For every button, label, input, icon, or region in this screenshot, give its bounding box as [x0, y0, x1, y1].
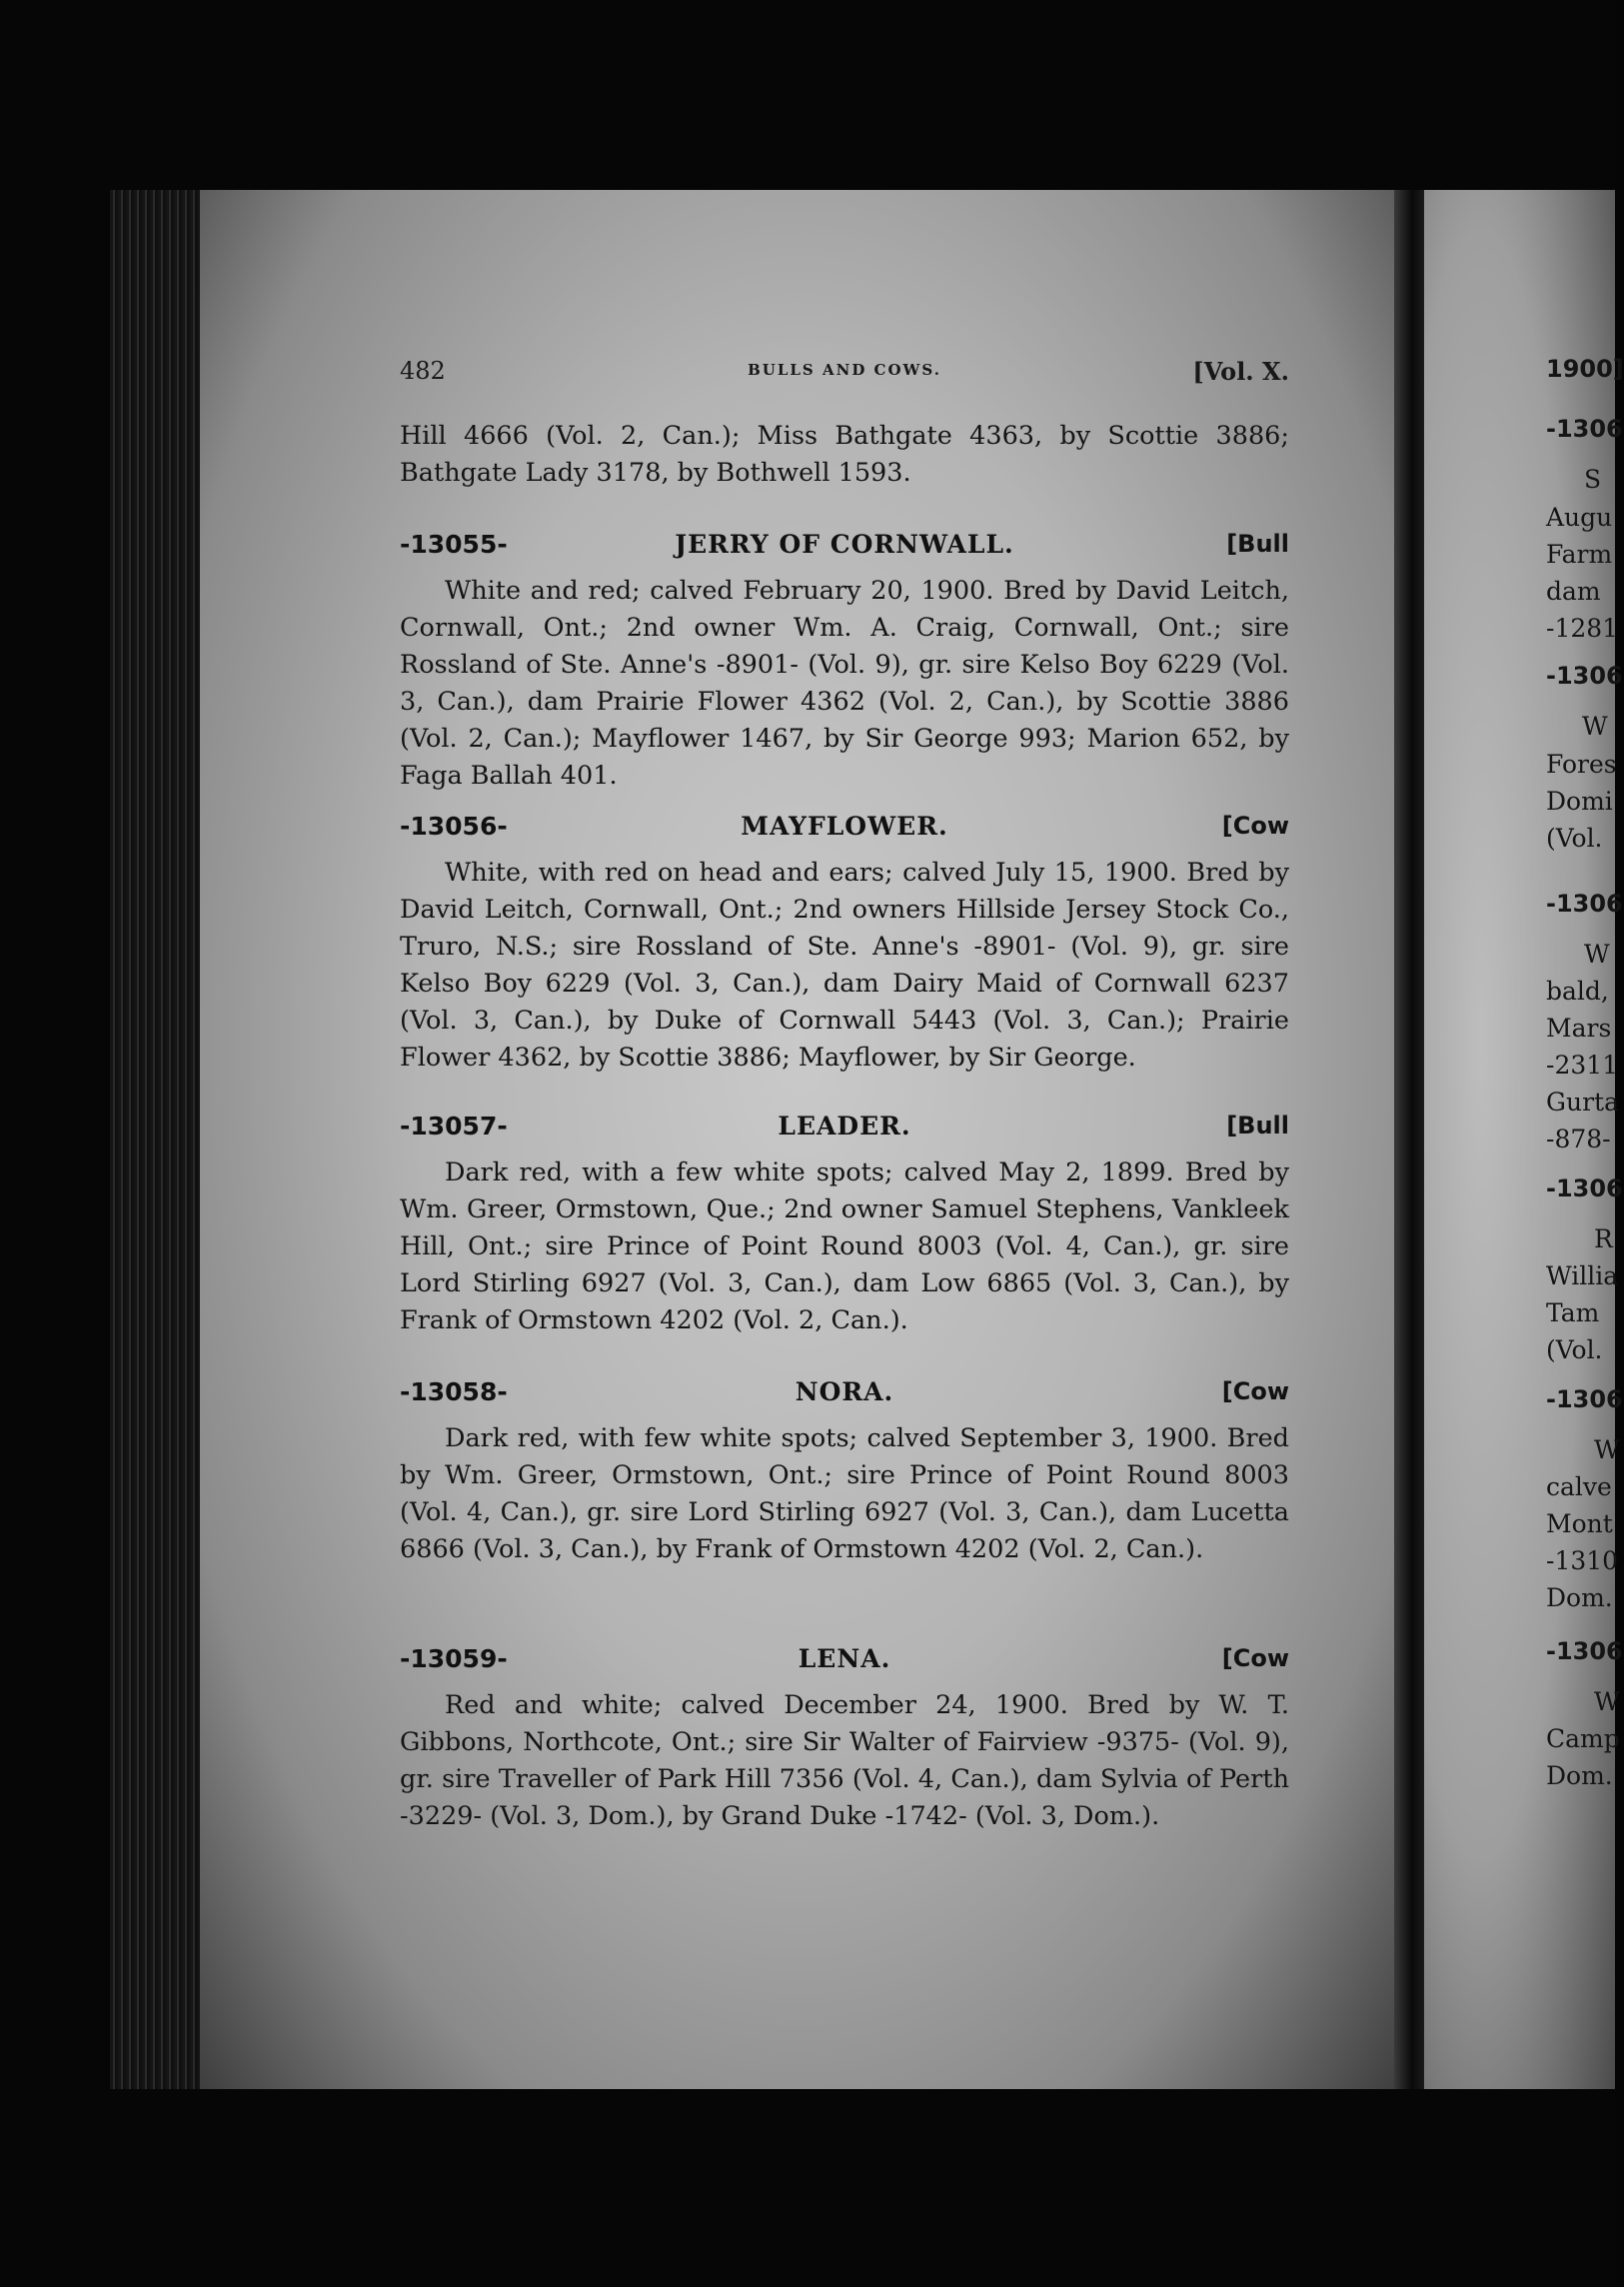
adjacent-line: (Vol. — [1546, 1335, 1603, 1364]
adjacent-line: 1900] — [1546, 355, 1624, 383]
entry-number: -13056- — [400, 812, 508, 841]
adjacent-line: -2311 — [1546, 1051, 1619, 1080]
continuation-paragraph: Hill 4666 (Vol. 2, Can.); Miss Bathgate 4363, by Scottie 3886; Bathgate Lady 3178, by Bothwell 1593. — [400, 421, 1289, 488]
adjacent-line: -1306 — [1546, 1385, 1623, 1413]
entry-description: Red and white; calved December 24, 1900. Bred by W. T. Gibbons, Northcote, Ont.; sire Sir Walter of Fairview -9375- (Vol. 9), gr. sire Traveller of Park Hill 7356 (Vol. 4, Can.), dam Sylvia of Perth -3229- (Vol. 3, Dom.), by Grand Duke -1742- (Vol. 3, Dom.). — [400, 1690, 1289, 1831]
entry-sex: [Cow — [1221, 812, 1289, 840]
page-number: 482 — [400, 357, 446, 385]
adjacent-line: Tam — [1546, 1298, 1600, 1327]
adjacent-line: Fores — [1546, 750, 1617, 779]
adjacent-line: calve — [1546, 1472, 1612, 1501]
entry-description: Dark red, with a few white spots; calved May 2, 1899. Bred by Wm. Greer, Ormstown, Que.; 2nd owner Samuel Stephens, Vankleek Hill, Ont.; sire Prince of Point Round 8003 (Vol. 4, Can.), gr. sire Lord Stirling 6927 (Vol. 3, Can.), dam Low 6865 (Vol. 3, Can.), by Frank of Ormstown 4202 (Vol. 2, Can.). — [400, 1157, 1289, 1335]
adjacent-line: -1310 — [1546, 1546, 1619, 1575]
entry-number: -13055- — [400, 530, 508, 559]
entry-heading — [400, 1644, 1289, 1684]
adjacent-line: -1306 — [1546, 1174, 1623, 1202]
adjacent-line: (Vol. — [1546, 824, 1603, 853]
entry-name: LENA. — [798, 1644, 891, 1673]
entry-number: -13059- — [400, 1644, 508, 1673]
entry-name: MAYFLOWER. — [741, 812, 948, 841]
adjacent-line: W — [1594, 1687, 1620, 1716]
adjacent-line: Mont — [1546, 1509, 1613, 1538]
adjacent-line: Domi — [1546, 787, 1613, 816]
entry-description: Dark red, with few white spots; calved September 3, 1900. Bred by Wm. Greer, Ormstown, Ont.; sire Prince of Point Round 8003 (Vol. 4, Can.), gr. sire Lord Stirling 6927 (Vol. 3, Can.), dam Lucetta 6866 (Vol. 3, Can.), by Frank of Ormstown 4202 (Vol. 2, Can.). — [400, 1423, 1289, 1564]
entry-sex: [Bull — [1226, 530, 1289, 558]
adjacent-line: Willia — [1546, 1261, 1619, 1290]
page-header — [400, 357, 1289, 397]
entry-name: NORA. — [795, 1377, 894, 1406]
entry-heading — [400, 1112, 1289, 1151]
adjacent-line: Mars — [1546, 1014, 1612, 1043]
entry-description: White, with red on head and ears; calved July 15, 1900. Bred by David Leitch, Cornwall, Ont.; 2nd owners Hillside Jersey Stock Co., Truro, N.S.; sire Rossland of Ste. Anne's -8901- (Vol. 9), gr. sire Kelso Boy 6229 (Vol. 3, Can.), dam Dairy Maid of Cornwall 6237 (Vol. 3, Can.), by Duke of Cornwall 5443 (Vol. 3, Can.); Prairie Flower 4362, by Scottie 3886; Mayflower, by Sir George. — [400, 858, 1289, 1073]
adjacent-line: Augu — [1546, 503, 1613, 532]
entry-heading — [400, 812, 1289, 852]
entry-name: JERRY OF CORNWALL. — [675, 530, 1014, 559]
entry-number: -13057- — [400, 1112, 508, 1141]
entry-sex: [Bull — [1226, 1112, 1289, 1140]
adjacent-line: Farm — [1546, 540, 1613, 569]
adjacent-line: R — [1594, 1224, 1613, 1253]
entry-heading — [400, 530, 1289, 570]
volume-label: [Vol. X. — [1192, 357, 1289, 386]
adjacent-line: S — [1584, 465, 1602, 494]
running-title: BULLS AND COWS. — [748, 361, 941, 379]
adjacent-line: dam — [1546, 577, 1601, 606]
entry-sex: [Cow — [1221, 1644, 1289, 1672]
adjacent-line: -878- — [1546, 1125, 1611, 1153]
entry-description: White and red; calved February 20, 1900. Bred by David Leitch, Cornwall, Ont.; 2nd owner Wm. A. Craig, Cornwall, Ont.; sire Rossland of Ste. Anne's -8901- (Vol. 9), gr. sire Kelso Boy 6229 (Vol. 3, Can.), dam Prairie Flower 4362 (Vol. 2, Can.), by Scottie 3886 (Vol. 2, Can.); Mayflower 1467, by Sir George 993; Marion 652, by Faga Ballah 401. — [400, 576, 1289, 791]
adjacent-page — [1424, 190, 1624, 2089]
adjacent-line: W — [1582, 712, 1608, 741]
adjacent-line: Dom. — [1546, 1583, 1613, 1612]
adjacent-line: Dom. — [1546, 1761, 1613, 1790]
adjacent-line: -1306 — [1546, 890, 1623, 918]
adjacent-line: -1281 — [1546, 614, 1619, 643]
adjacent-line: Gurta — [1546, 1088, 1619, 1117]
entry-sex: [Cow — [1221, 1377, 1289, 1405]
adjacent-line: -1306 — [1546, 1637, 1623, 1665]
adjacent-line: W — [1584, 940, 1610, 969]
adjacent-line: -1306 — [1546, 415, 1623, 443]
page-gutter — [1394, 190, 1424, 2089]
page-stack-edge — [110, 190, 205, 2089]
entry-name: LEADER. — [778, 1112, 911, 1141]
entry-number: -13058- — [400, 1377, 508, 1406]
adjacent-line: bald, — [1546, 977, 1609, 1006]
adjacent-line: W — [1594, 1435, 1620, 1464]
adjacent-line: Camp — [1546, 1724, 1620, 1753]
entry-heading — [400, 1377, 1289, 1417]
adjacent-line: -1306 — [1546, 662, 1623, 690]
